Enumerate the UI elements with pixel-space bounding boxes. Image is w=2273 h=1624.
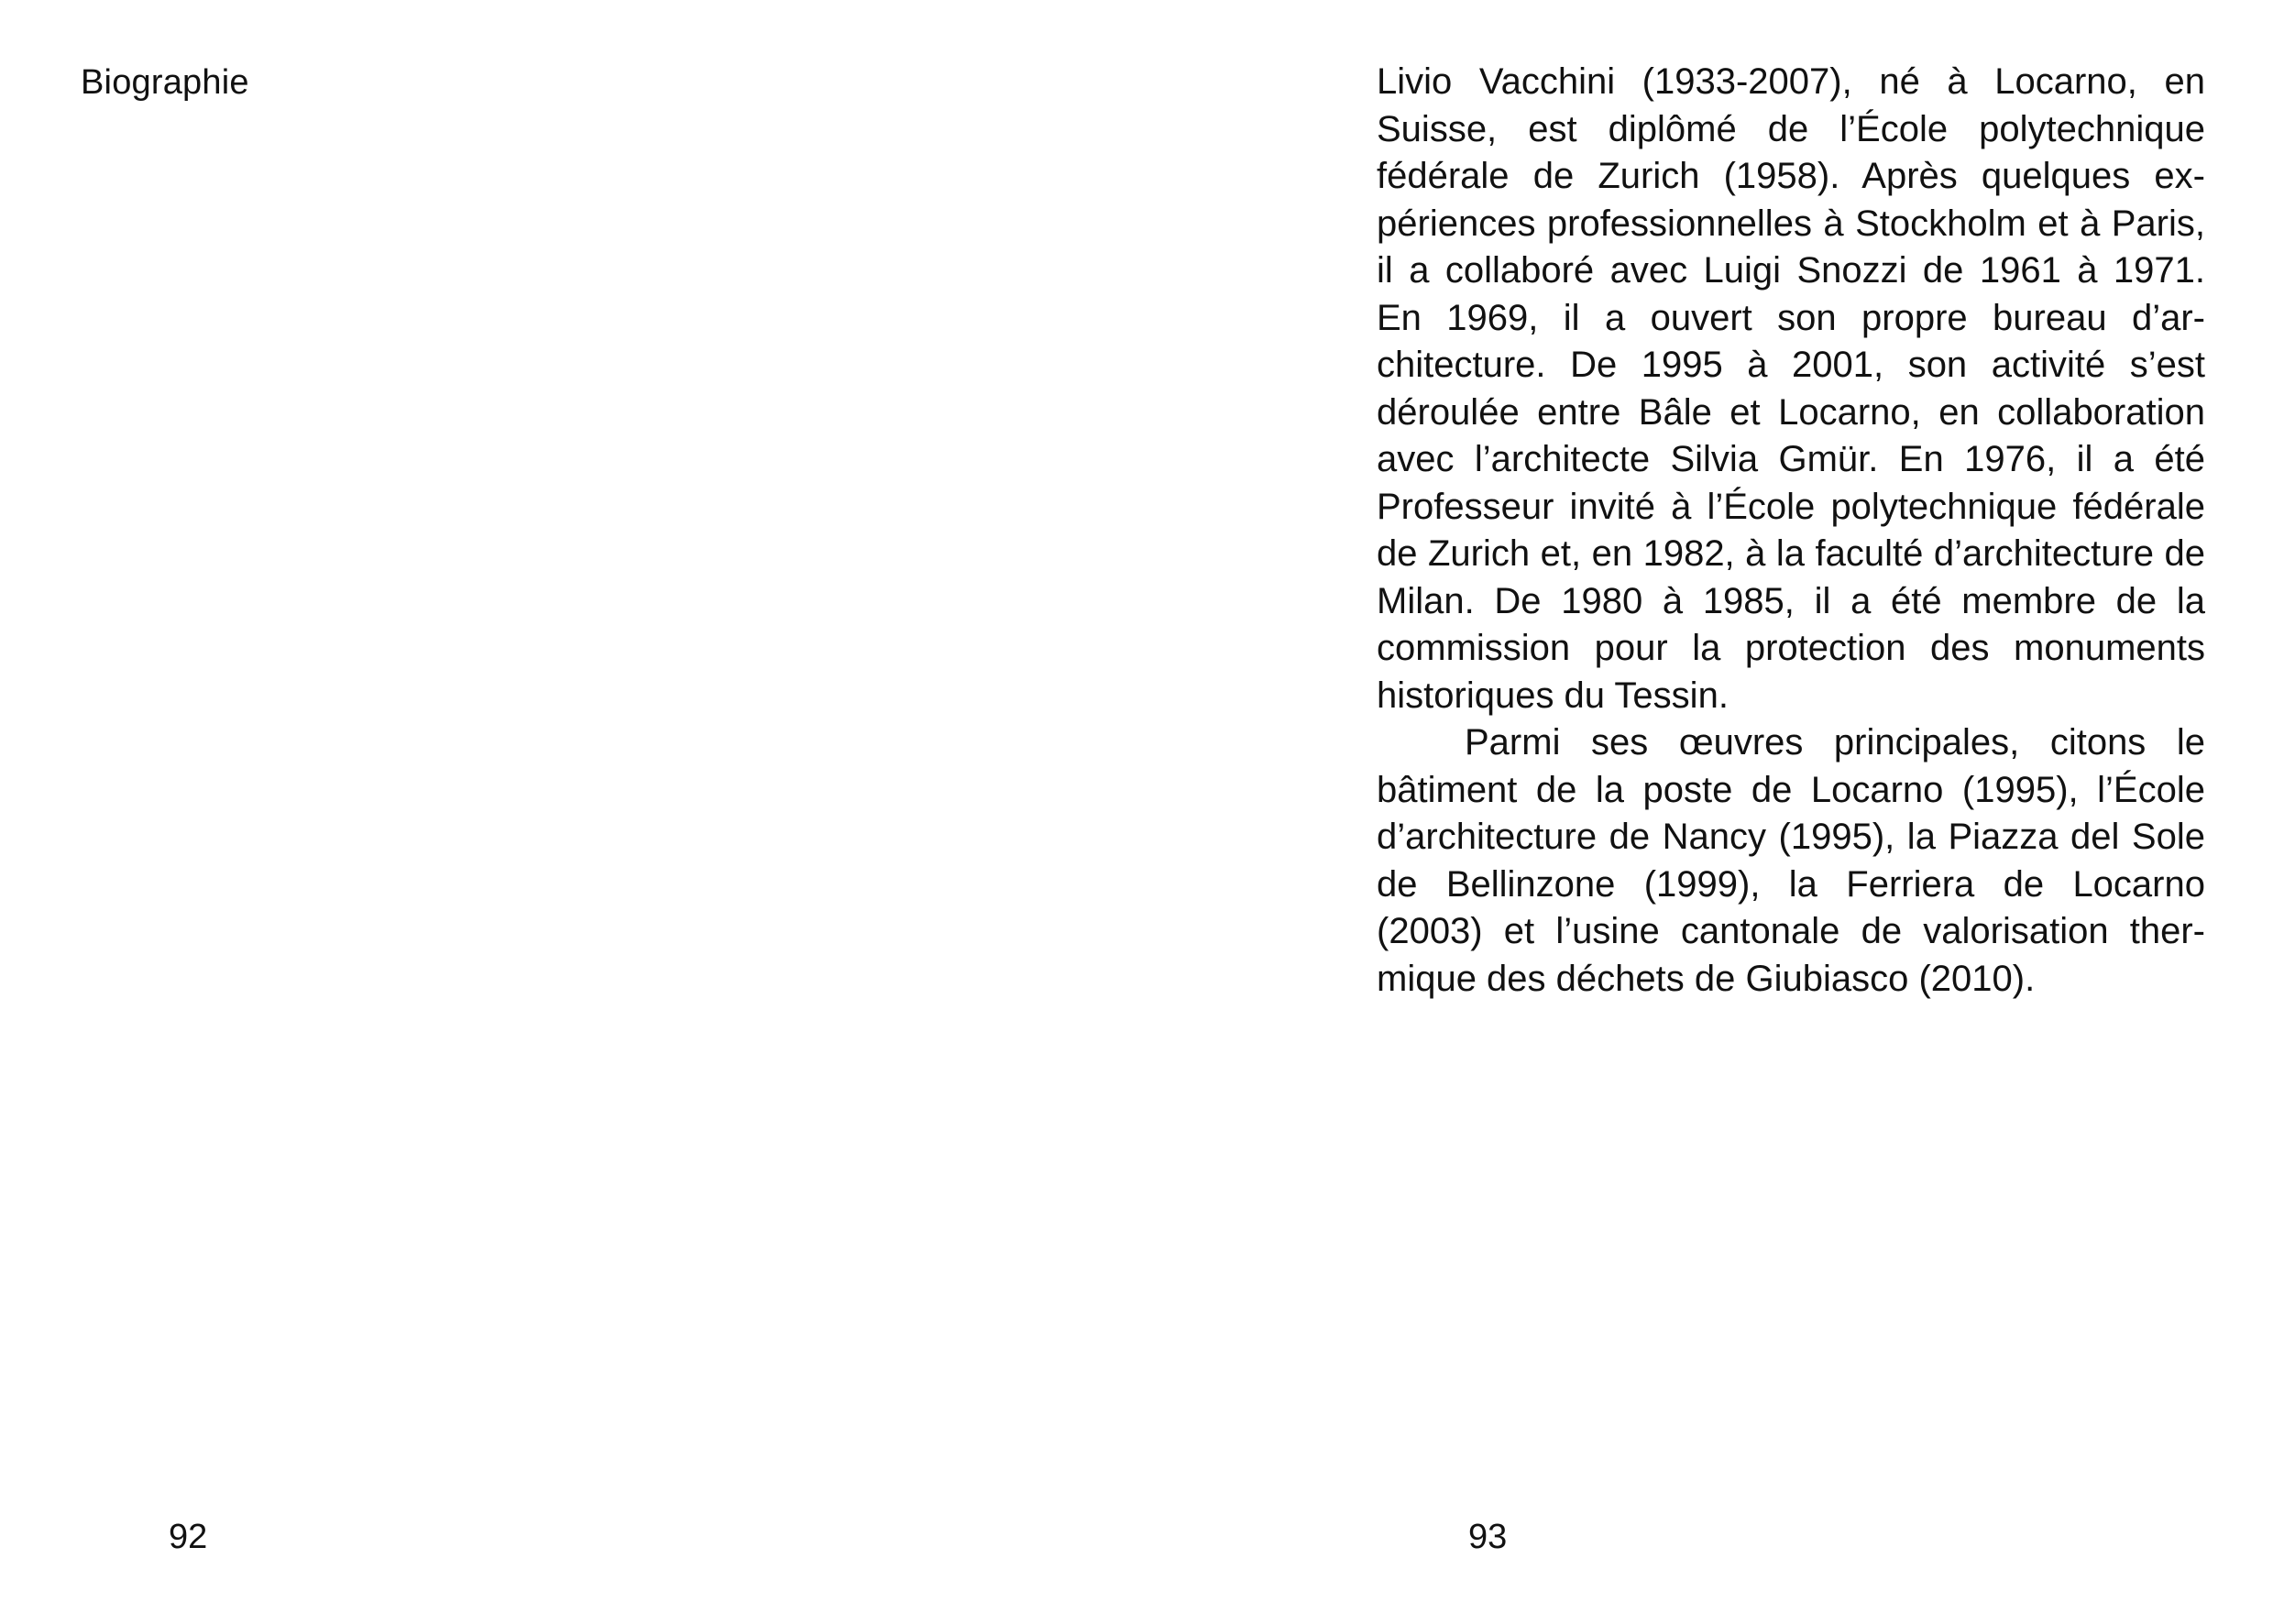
biography-text	[1377, 59, 2205, 1003]
page-number-left: 92	[169, 1518, 208, 1556]
left-page	[0, 0, 1136, 1624]
biography-paragraph-2: Parmi ses œuvres principales, citons le bâtiment de la poste de Locarno (1995), l’École d’architecture de Nancy (1995), la Piazza del Sole de Bellinzone (1999), la Ferriera de Locarno (2003) et l’usine cantonale de valorisation thermique des déchets de Giubiasco (2010).	[1377, 722, 2205, 999]
biography-paragraph-1: Livio Vacchini (1933-2007), né à Locarno, en Suisse, est diplômé de l’École polytechnique fédérale de Zurich (1958). Après quelques expériences professionnelles à Stockholm et à Paris, il a collaboré avec Luigi Snozzi de 1961 à 1971. En 1969, il a ouvert son propre bureau d’architecture. De 1995 à 2001, son activité s’est déroulée entre Bâle et Locarno, en collaboration avec l’architecte Silvia Gmür. En 1976, il a été Professeur invité à l’École polytechnique fédérale de Zurich et, en 1982, à la faculté d’architecture de Milan. De 1980 à 1985, il a été membre de la commission pour la protection des monuments historiques du Tessin.	[1377, 61, 2205, 716]
section-title: Biographie	[81, 63, 249, 102]
right-page	[1136, 0, 2273, 1624]
page-number-right: 93	[1468, 1518, 1508, 1556]
